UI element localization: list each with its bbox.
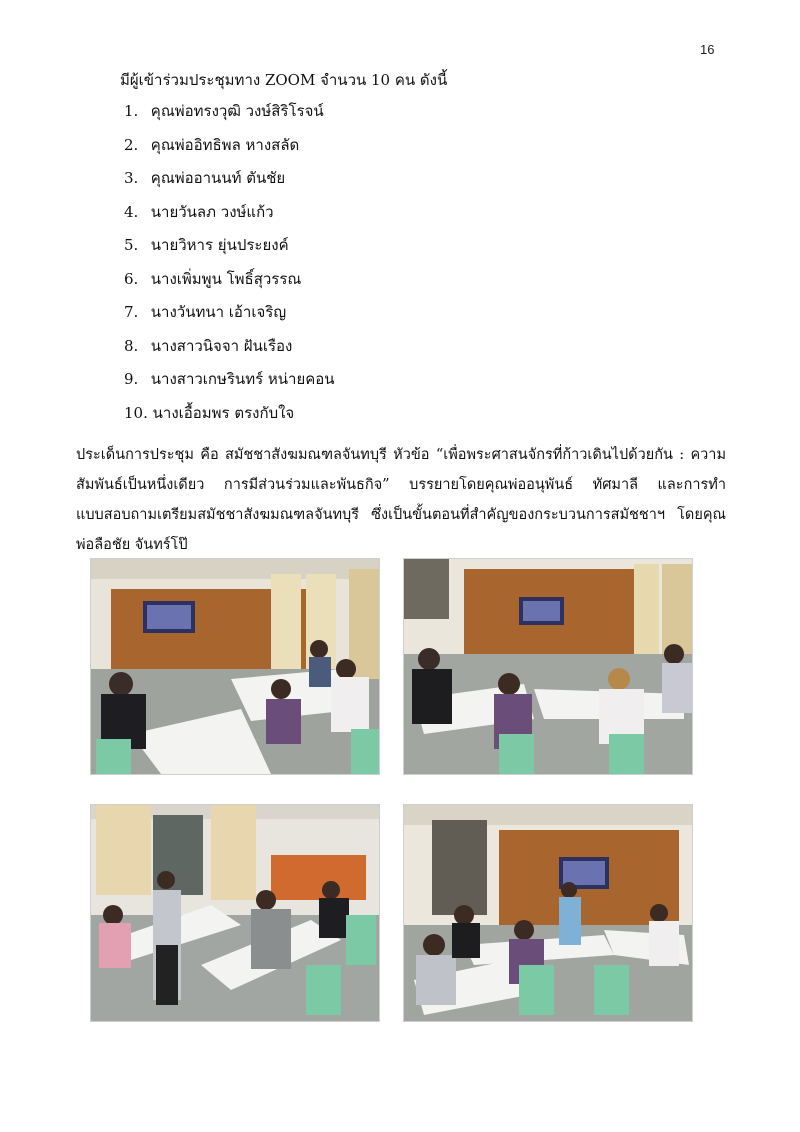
attendee-name: นางเพิ่มพูน โพธิ์สุวรรณ (150, 269, 302, 288)
list-item: 1. คุณพ่อทรงวุฒิ วงษ์สิริโรจน์ (124, 102, 324, 120)
attendee-name: คุณพ่ออานนท์ ตันชัย (150, 169, 286, 187)
attendee-intro: มีผู้เข้าร่วมประชุมทาง ZOOM จำนวน 10 คน ดังนี้ (120, 71, 448, 89)
attendee-name: นายวิหาร ยุ่นประยงค์ (150, 236, 289, 254)
list-item: 3. คุณพ่ออานนท์ ตันชัย (124, 169, 286, 187)
list-item: 6. นางเพิ่มพูน โพธิ์สุวรรณ (124, 269, 302, 288)
list-item: 8. นางสาวนิจจา ฝันเรือง (124, 336, 293, 355)
meeting-photo-3 (90, 804, 380, 1022)
page-number: 16 (700, 42, 715, 57)
list-item: 7. นางวันทนา เอ้าเจริญ (124, 303, 287, 321)
attendee-name: นายวันลภ วงษ์แก้ว (150, 202, 274, 221)
attendee-name: นางวันทนา เอ้าเจริญ (150, 303, 287, 321)
attendee-name: คุณพ่อทรงวุฒิ วงษ์สิริโรจน์ (150, 102, 324, 120)
list-item: 2. คุณพ่ออิทธิพล หางสลัด (124, 135, 300, 154)
attendee-name: นางสาวเกษรินทร์ หน่ายคอน (150, 370, 335, 388)
list-item: 10. นางเอื้อมพร ตรงกับใจ (124, 403, 295, 422)
meeting-photo-1 (90, 558, 380, 775)
attendee-name: นางสาวนิจจา ฝันเรือง (150, 336, 293, 355)
list-item: 4. นายวันลภ วงษ์แก้ว (124, 202, 274, 221)
list-item: 5. นายวิหาร ยุ่นประยงค์ (124, 236, 289, 254)
meeting-topic-paragraph: ประเด็นการประชุม คือ สมัชชาสังฆมณฑลจันทบุรี หัวข้อ “เพื่อพระศาสนจักรที่ก้าวเดินไปด้วยกัน : ความสัมพันธ์เป็นหนึ่งเดียว การมีส่วนร่วมและพันธกิจ” บรรยายโดยคุณพ่ออนุพันธ์ ทัศมาลี และการทำแบบสอบถามเตรียมสมัชชาสังฆมณฑลจันทบุรี ซึ่งเป็นขั้นตอนที่สำคัญของกระบวนการสมัชชาฯ โดยคุณพ่อลือชัย จันทร์โป๊ (76, 447, 726, 553)
attendee-list (124, 95, 335, 430)
list-item: 9. นางสาวเกษรินทร์ หน่ายคอน (124, 370, 335, 388)
attendee-name: นางเอื้อมพร ตรงกับใจ (152, 403, 295, 422)
meeting-photo-2 (403, 558, 693, 775)
meeting-photo-4 (403, 804, 693, 1022)
attendee-name: คุณพ่ออิทธิพล หางสลัด (150, 135, 300, 154)
